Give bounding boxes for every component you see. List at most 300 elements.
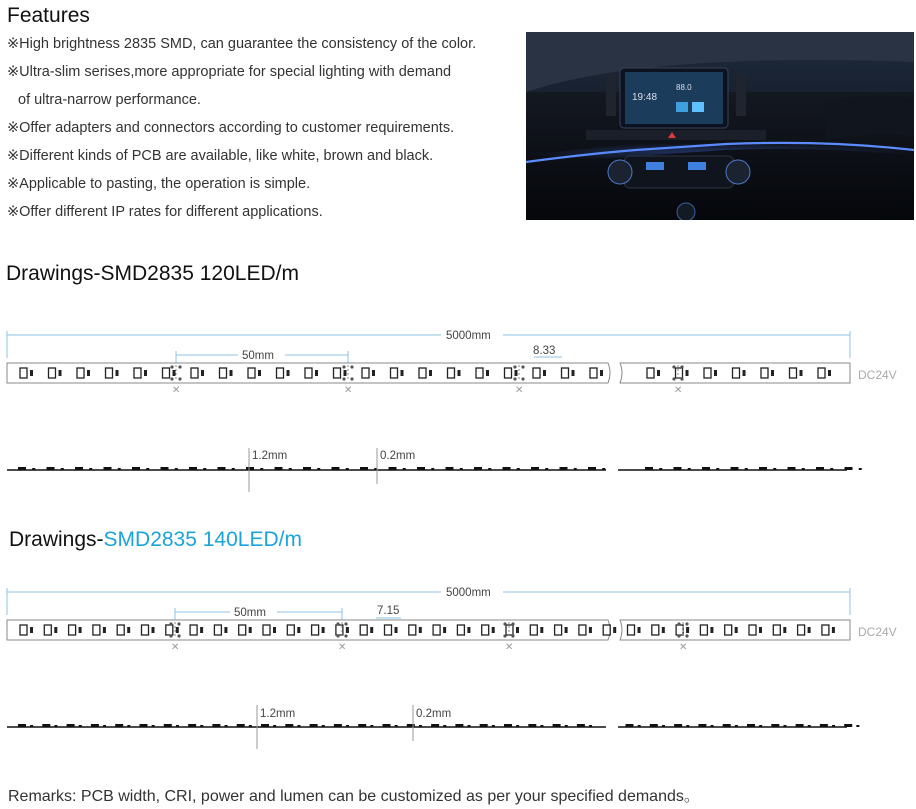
led-profile xyxy=(383,724,391,727)
resistor xyxy=(87,370,90,376)
led-profile xyxy=(577,724,585,727)
resistor-profile xyxy=(565,725,568,727)
resistor xyxy=(565,627,568,633)
resistor xyxy=(828,370,831,376)
solder-pad xyxy=(170,365,173,368)
led-profile xyxy=(303,467,311,470)
resistor-profile xyxy=(118,468,121,470)
led-chip xyxy=(44,625,51,635)
features-title: Features xyxy=(7,4,90,27)
led-chip xyxy=(362,368,369,378)
resistor xyxy=(743,370,746,376)
led-profile xyxy=(47,467,55,470)
resistor-profile xyxy=(79,725,82,727)
resistor xyxy=(600,370,603,376)
led-chip xyxy=(312,625,319,635)
resistor-profile xyxy=(431,468,434,470)
resistor xyxy=(657,370,660,376)
solder-pad xyxy=(511,634,514,637)
led-chip xyxy=(385,625,392,635)
solder-pad xyxy=(350,365,353,368)
led-profile xyxy=(528,724,536,727)
led-chip xyxy=(334,368,341,378)
total-length-label: 5000mm xyxy=(446,587,491,599)
resistor-profile xyxy=(395,725,398,727)
led-profile xyxy=(310,724,318,727)
resistor xyxy=(832,627,835,633)
resistor xyxy=(572,370,575,376)
led-chip xyxy=(287,625,294,635)
led-chip xyxy=(142,625,149,635)
solder-pad xyxy=(511,622,514,625)
led-profile xyxy=(104,467,112,470)
feature-item: ※Different kinds of PCB are available, like white, brown and black. xyxy=(7,148,434,164)
led-profile xyxy=(446,467,454,470)
solder-pad xyxy=(677,622,680,625)
resistor xyxy=(176,627,179,633)
resistor xyxy=(759,627,762,633)
led-chip xyxy=(106,368,113,378)
feature-item: ※Ultra-slim serises,more appropriate for special lighting with demand xyxy=(7,64,452,80)
led-chip xyxy=(476,368,483,378)
resistor xyxy=(322,627,325,633)
led-profile xyxy=(42,724,50,727)
resistor xyxy=(103,627,106,633)
resistor-profile xyxy=(32,468,35,470)
led-chip xyxy=(555,625,562,635)
led-chip xyxy=(562,368,569,378)
resistor-profile xyxy=(735,725,738,727)
resistor xyxy=(516,627,519,633)
led-profile xyxy=(212,724,220,727)
car-dashboard-photo xyxy=(526,32,914,220)
resistor-profile xyxy=(297,725,300,727)
solder-pad xyxy=(342,365,345,368)
drawing-140-title xyxy=(9,528,302,552)
led-profile xyxy=(645,467,653,470)
resistor-profile xyxy=(688,468,691,470)
led-profile xyxy=(723,724,731,727)
led-chip xyxy=(749,625,756,635)
led-profile xyxy=(674,467,682,470)
resistor-profile xyxy=(638,725,641,727)
led-profile xyxy=(417,467,425,470)
resistor-profile xyxy=(225,725,228,727)
led-chip xyxy=(93,625,100,635)
resistor xyxy=(515,370,518,376)
led-chip xyxy=(163,368,170,378)
led-profile xyxy=(759,467,767,470)
led-profile xyxy=(747,724,755,727)
resistor-profile xyxy=(492,725,495,727)
led-chip xyxy=(457,625,464,635)
solder-pad xyxy=(680,365,683,368)
led-profile xyxy=(820,724,828,727)
resistor-profile xyxy=(260,468,263,470)
resistor xyxy=(116,370,119,376)
led-profile xyxy=(480,724,488,727)
solder-pad xyxy=(685,622,688,625)
resistor-profile xyxy=(589,725,592,727)
resistor-profile xyxy=(602,468,605,470)
resistor-profile xyxy=(859,468,862,470)
resistor-profile xyxy=(517,468,520,470)
resistor xyxy=(735,627,738,633)
led-chip xyxy=(603,625,610,635)
feature-item: ※Applicable to pasting, the operation is simple. xyxy=(7,176,311,192)
resistor xyxy=(30,370,33,376)
scissors-icon: ✕ xyxy=(172,385,181,396)
led-profile xyxy=(67,724,75,727)
resistor-profile xyxy=(745,468,748,470)
drawing-140-top-view xyxy=(0,582,916,657)
led-profile xyxy=(218,467,226,470)
resistor-profile xyxy=(419,725,422,727)
resistor xyxy=(30,627,33,633)
resistor-profile xyxy=(30,725,33,727)
solder-pad xyxy=(177,634,180,637)
resistor-profile xyxy=(89,468,92,470)
resistor-profile xyxy=(249,725,252,727)
led-chip xyxy=(704,368,711,378)
resistor-profile xyxy=(273,725,276,727)
scissors-icon: ✕ xyxy=(344,385,353,396)
solder-pad xyxy=(336,622,339,625)
drawing-120-side-view xyxy=(0,440,916,495)
drawing-140-side-view xyxy=(0,697,916,752)
led-chip xyxy=(419,368,426,378)
resistor xyxy=(543,370,546,376)
solder-pad xyxy=(344,622,347,625)
led-chip xyxy=(277,368,284,378)
resistor xyxy=(258,370,261,376)
resistor xyxy=(686,370,689,376)
scissors-icon: ✕ xyxy=(674,385,683,396)
led-chip xyxy=(773,625,780,635)
resistor xyxy=(662,627,665,633)
led-chip xyxy=(305,368,312,378)
resistor-profile xyxy=(200,725,203,727)
resistor-profile xyxy=(574,468,577,470)
led-chip xyxy=(166,625,173,635)
resistor-profile xyxy=(317,468,320,470)
led-chip xyxy=(652,625,659,635)
resistor-profile xyxy=(203,468,206,470)
led-profile xyxy=(140,724,148,727)
led-chip xyxy=(190,625,197,635)
led-profile xyxy=(816,467,824,470)
led-profile xyxy=(474,467,482,470)
scissors-icon: ✕ xyxy=(515,385,524,396)
resistor xyxy=(467,627,470,633)
led-profile xyxy=(588,467,596,470)
resistor-profile xyxy=(322,725,325,727)
led-profile xyxy=(845,467,853,470)
led-strip-140 xyxy=(7,620,850,653)
led-profile xyxy=(389,467,397,470)
led-profile xyxy=(702,467,710,470)
resistor xyxy=(486,370,489,376)
resistor-profile xyxy=(54,725,57,727)
resistor xyxy=(686,627,689,633)
segment-length-label: 50mm xyxy=(242,350,274,362)
led-chip xyxy=(263,625,270,635)
solder-pad xyxy=(178,365,181,368)
resistor xyxy=(458,370,461,376)
solder-pad xyxy=(521,377,524,380)
resistor-profile xyxy=(61,468,64,470)
led-profile xyxy=(189,467,197,470)
led-chip xyxy=(20,368,27,378)
scissors-icon: ✕ xyxy=(338,642,347,653)
drawing-120-top-view xyxy=(0,325,916,400)
resistor-profile xyxy=(686,725,689,727)
resistor xyxy=(429,370,432,376)
led-profile xyxy=(504,724,512,727)
resistor xyxy=(144,370,147,376)
solder-pad xyxy=(521,365,524,368)
led-profile xyxy=(358,724,366,727)
resistor xyxy=(710,627,713,633)
solder-pad xyxy=(342,377,345,380)
feature-item: ※High brightness 2835 SMD, can guarantee the consistency of the color. xyxy=(7,36,477,52)
resistor xyxy=(783,627,786,633)
resistor xyxy=(127,627,130,633)
led-pitch-label: 7.15 xyxy=(377,605,400,617)
resistor xyxy=(230,370,233,376)
resistor-profile xyxy=(488,468,491,470)
resistor xyxy=(315,370,318,376)
resistor-profile xyxy=(773,468,776,470)
total-length-label: 5000mm xyxy=(446,330,491,342)
resistor-profile xyxy=(232,468,235,470)
led-chip xyxy=(733,368,740,378)
led-chip xyxy=(191,368,198,378)
screen-radio: 88.0 xyxy=(676,83,692,92)
screen-time: 19:48 xyxy=(632,92,658,103)
scissors-icon: ✕ xyxy=(171,642,180,653)
resistor xyxy=(419,627,422,633)
resistor-profile xyxy=(659,468,662,470)
led-profile xyxy=(161,467,169,470)
led-chip xyxy=(220,368,227,378)
led-profile xyxy=(626,724,634,727)
thickness-label: 1.2mm xyxy=(252,450,288,462)
resistor xyxy=(59,370,62,376)
led-profile xyxy=(91,724,99,727)
scissors-icon: ✕ xyxy=(505,642,514,653)
resistor xyxy=(638,627,641,633)
resistor-profile xyxy=(545,468,548,470)
resistor xyxy=(297,627,300,633)
resistor-profile xyxy=(802,468,805,470)
drawing-140-title-accent: SMD2835 140LED/m xyxy=(103,528,302,551)
feature-item: ※Offer different IP rates for different applications. xyxy=(7,204,323,220)
led-profile xyxy=(75,467,83,470)
resistor xyxy=(771,370,774,376)
led-profile xyxy=(650,724,658,727)
resistor xyxy=(613,627,616,633)
resistor-profile xyxy=(443,725,446,727)
led-chip xyxy=(725,625,732,635)
solder-pad xyxy=(503,622,506,625)
resistor xyxy=(200,627,203,633)
led-chip xyxy=(433,625,440,635)
strip-side-profile-140 xyxy=(7,724,859,727)
solder-pad xyxy=(672,377,675,380)
resistor-profile xyxy=(711,725,714,727)
led-profile xyxy=(132,467,140,470)
led-chip xyxy=(579,625,586,635)
led-chip xyxy=(530,625,537,635)
scissors-icon: ✕ xyxy=(679,642,688,653)
led-profile xyxy=(164,724,172,727)
resistor-profile xyxy=(370,725,373,727)
resistor-profile xyxy=(127,725,130,727)
led-profile xyxy=(188,724,196,727)
voltage-label: DC24V xyxy=(858,625,897,639)
solder-pad xyxy=(513,377,516,380)
led-chip xyxy=(482,625,489,635)
resistor-profile xyxy=(540,725,543,727)
resistor xyxy=(800,370,803,376)
solder-pad xyxy=(169,622,172,625)
led-profile xyxy=(115,724,123,727)
thickness-label: 1.2mm xyxy=(260,708,296,720)
led-chip xyxy=(700,625,707,635)
resistor-profile xyxy=(460,468,463,470)
led-profile xyxy=(285,724,293,727)
led-chip xyxy=(117,625,124,635)
led-profile xyxy=(771,724,779,727)
led-profile xyxy=(560,467,568,470)
resistor xyxy=(201,370,204,376)
resistor-profile xyxy=(808,725,811,727)
resistor xyxy=(287,370,290,376)
resistor xyxy=(79,627,82,633)
solder-pad xyxy=(680,377,683,380)
resistor-profile xyxy=(516,725,519,727)
led-chip xyxy=(214,625,221,635)
led-profile xyxy=(674,724,682,727)
led-chip xyxy=(818,368,825,378)
led-profile xyxy=(407,724,415,727)
led-profile xyxy=(731,467,739,470)
led-profile xyxy=(332,467,340,470)
solder-pad xyxy=(685,634,688,637)
resistor-profile xyxy=(346,725,349,727)
led-chip xyxy=(448,368,455,378)
led-profile xyxy=(18,724,26,727)
led-chip xyxy=(77,368,84,378)
led-chip xyxy=(790,368,797,378)
led-profile xyxy=(796,724,804,727)
solder-pad xyxy=(672,365,675,368)
resistor-profile xyxy=(346,468,349,470)
solder-pad xyxy=(177,622,180,625)
solder-pad xyxy=(503,634,506,637)
led-chip xyxy=(822,625,829,635)
led-strip-120 xyxy=(7,363,850,396)
led-chip xyxy=(533,368,540,378)
led-profile xyxy=(455,724,463,727)
led-chip xyxy=(69,625,76,635)
resistor xyxy=(152,627,155,633)
strip-side-profile-120 xyxy=(7,467,862,470)
led-chip xyxy=(239,625,246,635)
solder-pad xyxy=(169,634,172,637)
remarks-text: Remarks: PCB width, CRI, power and lumen can be customized as per your specified demands。 xyxy=(8,788,700,805)
resistor xyxy=(808,627,811,633)
resistor xyxy=(492,627,495,633)
drawing-140-title-prefix: Drawings- xyxy=(9,528,104,551)
voltage-label: DC24V xyxy=(858,368,897,382)
resistor-profile xyxy=(289,468,292,470)
solder-pad xyxy=(513,365,516,368)
led-chip xyxy=(49,368,56,378)
resistor xyxy=(370,627,373,633)
resistor-profile xyxy=(716,468,719,470)
led-profile xyxy=(334,724,342,727)
features-list xyxy=(7,30,512,226)
resistor-profile xyxy=(832,725,835,727)
led-profile xyxy=(18,467,26,470)
led-chip xyxy=(647,368,654,378)
resistor xyxy=(249,627,252,633)
led-profile xyxy=(360,467,368,470)
resistor xyxy=(54,627,57,633)
led-chip xyxy=(391,368,398,378)
led-chip xyxy=(590,368,597,378)
resistor xyxy=(589,627,592,633)
resistor-profile xyxy=(176,725,179,727)
led-profile xyxy=(844,724,852,727)
solder-pad xyxy=(170,377,173,380)
led-chip xyxy=(761,368,768,378)
led-gap-label: 0.2mm xyxy=(416,708,452,720)
led-profile xyxy=(698,724,706,727)
led-chip xyxy=(505,368,512,378)
led-chip xyxy=(676,368,683,378)
resistor-profile xyxy=(856,725,859,727)
led-profile xyxy=(237,724,245,727)
resistor-profile xyxy=(783,725,786,727)
resistor xyxy=(273,627,276,633)
solder-pad xyxy=(178,377,181,380)
resistor xyxy=(224,627,227,633)
led-chip xyxy=(628,625,635,635)
led-profile xyxy=(503,467,511,470)
resistor-profile xyxy=(759,725,762,727)
led-profile xyxy=(553,724,561,727)
solder-pad xyxy=(336,634,339,637)
led-profile xyxy=(246,467,254,470)
led-chip xyxy=(676,625,683,635)
feature-item: ※Offer adapters and connectors according to customer requirements. xyxy=(7,120,455,136)
resistor xyxy=(540,627,543,633)
led-chip xyxy=(248,368,255,378)
solder-pad xyxy=(350,377,353,380)
solder-pad xyxy=(677,634,680,637)
led-chip xyxy=(409,625,416,635)
resistor-profile xyxy=(403,468,406,470)
led-profile xyxy=(275,467,283,470)
resistor-profile xyxy=(662,725,665,727)
resistor xyxy=(714,370,717,376)
resistor-profile xyxy=(468,725,471,727)
resistor-profile xyxy=(103,725,106,727)
feature-item: of ultra-narrow performance. xyxy=(18,92,201,108)
